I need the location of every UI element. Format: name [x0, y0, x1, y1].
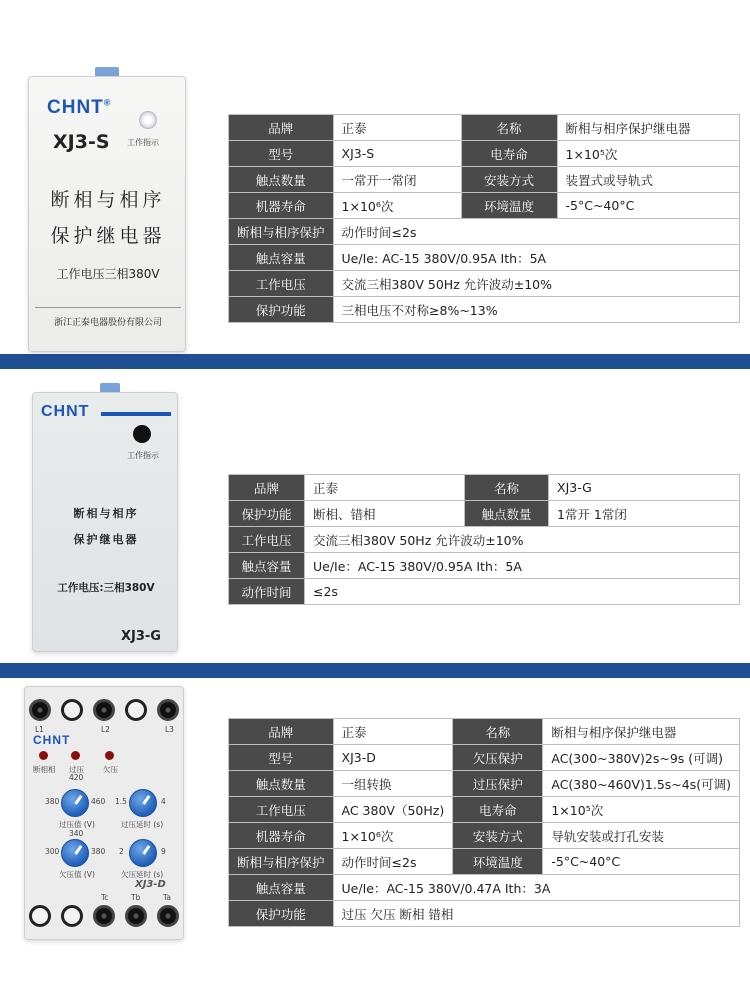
undervoltage-delay-dial — [129, 839, 157, 867]
spec-row — [229, 501, 740, 527]
spec-value: 装置式或导轨式 — [557, 167, 739, 193]
device-company: 浙江正泰电器股份有限公司 — [53, 318, 162, 328]
terminal-screw — [93, 699, 115, 721]
spec-value: XJ3-S — [333, 141, 461, 167]
spec-value: 断相、错相 — [305, 501, 465, 527]
terminal-label-tb: Tb — [131, 893, 141, 902]
spec-key: 触点容量 — [229, 245, 334, 271]
spec-key: 环境温度 — [453, 849, 543, 875]
spec-value: Ue/Ie：AC-15 380V/0.95A Ith：5A — [305, 553, 740, 579]
terminal-label-l2: L2 — [101, 725, 110, 734]
spec-value: -5°C~40°C — [557, 193, 739, 219]
spec-key: 过压保护 — [453, 771, 543, 797]
spec-value: 正泰 — [305, 475, 465, 501]
device-xj3d-image — [24, 686, 184, 940]
section-divider-band — [0, 663, 750, 678]
terminal-screw — [29, 699, 51, 721]
terminal-screw — [157, 699, 179, 721]
brand-logo: CHNT — [33, 733, 71, 747]
spec-value: 过压 欠压 断相 错相 — [333, 901, 739, 927]
spec-key: 名称 — [461, 115, 557, 141]
spec-value: 断相与相序保护继电器 — [557, 115, 739, 141]
spec-row — [229, 475, 740, 501]
spec-value: 正泰 — [333, 719, 453, 745]
spec-key: 工作电压 — [229, 797, 334, 823]
dial2-label: 过压延时 (s) — [121, 820, 164, 829]
spec-value: 动作时间≤2s — [333, 219, 739, 245]
undervoltage-dial — [61, 839, 89, 867]
terminal-label-ta: Ta — [163, 893, 171, 902]
spec-key: 触点数量 — [229, 771, 334, 797]
spec-key: 品牌 — [229, 719, 334, 745]
dial1-label: 过压值 (V) — [59, 820, 95, 829]
indicator-light — [133, 425, 151, 443]
device-xj3g-image — [32, 392, 178, 652]
dial3-left-scale: 300 — [45, 847, 60, 856]
spec-key: 工作电压 — [229, 271, 334, 297]
dial4-right-scale: 9 — [161, 847, 166, 856]
spec-key: 名称 — [453, 719, 543, 745]
device-name-line2: 保护继电器 — [50, 225, 166, 247]
section-divider-band — [0, 354, 750, 369]
spec-key: 动作时间 — [229, 579, 305, 605]
spec-key: 名称 — [465, 475, 549, 501]
dial4-left-scale: 2 — [119, 847, 124, 856]
device-name-line1: 断相与相序 — [50, 189, 166, 211]
brand-logo: CHNT® — [47, 97, 112, 118]
spec-row — [229, 219, 740, 245]
spec-value: AC(300~380V)2s~9s (可调) — [543, 745, 740, 771]
spec-key: 断相与相序保护 — [229, 849, 334, 875]
spec-value: XJ3-G — [549, 475, 740, 501]
device-voltage-label: 工作电压:三相380V — [57, 582, 155, 594]
led-phase — [39, 751, 48, 760]
spec-table-xj3g — [228, 474, 740, 605]
led-overvoltage — [71, 751, 80, 760]
spec-value: 交流三相380V 50Hz 允许波动±10% — [305, 527, 740, 553]
spec-value: 导轨安装或打孔安装 — [543, 823, 740, 849]
dial3-top-scale: 340 — [69, 829, 84, 838]
spec-key: 品牌 — [229, 475, 305, 501]
spec-value: 一常开一常闭 — [333, 167, 461, 193]
led-undervoltage — [105, 751, 114, 760]
indicator-label: 工作指示 — [127, 451, 159, 460]
overvoltage-delay-dial — [129, 789, 157, 817]
spec-key: 安装方式 — [461, 167, 557, 193]
terminal-hole — [61, 699, 83, 721]
dial4-label: 欠压延时 (s) — [121, 870, 164, 879]
spec-key: 触点容量 — [229, 875, 334, 901]
spec-key: 触点容量 — [229, 553, 305, 579]
device-voltage-label: 工作电压三相380V — [56, 267, 160, 281]
spec-key: 环境温度 — [461, 193, 557, 219]
terminal-label-l1: L1 — [35, 725, 44, 734]
spec-value: 一组转换 — [333, 771, 453, 797]
device-model-label: XJ3-D — [135, 879, 166, 890]
spec-key: 断相与相序保护 — [229, 219, 334, 245]
dial3-right-scale: 380 — [91, 847, 106, 856]
device-xj3s-image — [28, 76, 186, 352]
spec-row — [229, 771, 740, 797]
terminal-screw — [93, 905, 115, 927]
spec-value: 断相与相序保护继电器 — [543, 719, 740, 745]
terminal-hole — [29, 905, 51, 927]
led-label-phase: 断相相 — [33, 765, 56, 774]
spec-table-xj3s — [228, 114, 740, 323]
dial1-right-scale: 460 — [91, 797, 106, 806]
brand-logo: CHNT — [41, 403, 90, 420]
spec-value: 1×10⁶次 — [333, 193, 461, 219]
spec-value: 交流三相380V 50Hz 允许波动±10% — [333, 271, 739, 297]
spec-row — [229, 719, 740, 745]
spec-value: 1×10⁵次 — [557, 141, 739, 167]
spec-row — [229, 875, 740, 901]
spec-value: 三相电压不对称≥8%~13% — [333, 297, 739, 323]
dial1-top-scale: 420 — [69, 773, 84, 782]
spec-key: 触点数量 — [465, 501, 549, 527]
spec-row — [229, 115, 740, 141]
spec-key: 型号 — [229, 141, 334, 167]
spec-value: 1×10⁶次 — [333, 823, 453, 849]
spec-key: 保护功能 — [229, 297, 334, 323]
device-model-label: XJ3-G — [121, 629, 161, 644]
spec-row — [229, 797, 740, 823]
spec-row — [229, 579, 740, 605]
spec-value: XJ3-D — [333, 745, 453, 771]
spec-value: Ue/Ie: AC-15 380V/0.95A Ith：5A — [333, 245, 739, 271]
spec-value: 动作时间≤2s — [333, 849, 453, 875]
spec-row — [229, 849, 740, 875]
device-model-label: XJ3-S — [53, 131, 110, 153]
indicator-light — [139, 111, 157, 129]
terminal-screw — [125, 905, 147, 927]
indicator-label: 工作指示 — [127, 138, 159, 147]
terminal-hole — [61, 905, 83, 927]
spec-key: 保护功能 — [229, 501, 305, 527]
spec-value: -5°C~40°C — [543, 849, 740, 875]
led-label-under: 欠压 — [103, 765, 118, 774]
brand-stripe — [101, 412, 171, 416]
spec-row — [229, 271, 740, 297]
spec-value: ≤2s — [305, 579, 740, 605]
spec-row — [229, 553, 740, 579]
terminal-label-l3: L3 — [165, 725, 174, 734]
spec-row — [229, 297, 740, 323]
terminal-label-tc: Tc — [101, 893, 109, 902]
device-name-line2: 保护继电器 — [73, 533, 139, 546]
spec-value: 1×10⁵次 — [543, 797, 740, 823]
spec-value: 正泰 — [333, 115, 461, 141]
spec-row — [229, 141, 740, 167]
dial1-left-scale: 380 — [45, 797, 60, 806]
spec-key: 电寿命 — [461, 141, 557, 167]
spec-key: 机器寿命 — [229, 193, 334, 219]
terminal-screw — [157, 905, 179, 927]
spec-row — [229, 167, 740, 193]
spec-key: 安装方式 — [453, 823, 543, 849]
dial2-right-scale: 4 — [161, 797, 166, 806]
led-label-over: 过压 — [69, 765, 84, 774]
spec-key: 机器寿命 — [229, 823, 334, 849]
spec-key: 工作电压 — [229, 527, 305, 553]
spec-row — [229, 245, 740, 271]
spec-key: 型号 — [229, 745, 334, 771]
spec-value: AC(380~460V)1.5s~4s(可调) — [543, 771, 740, 797]
device-name-line1: 断相与相序 — [73, 507, 139, 520]
spec-key: 保护功能 — [229, 901, 334, 927]
spec-value: 1常开 1常闭 — [549, 501, 740, 527]
spec-row — [229, 193, 740, 219]
spec-row — [229, 901, 740, 927]
spec-value: Ue/Ie：AC-15 380V/0.47A Ith：3A — [333, 875, 739, 901]
spec-row — [229, 527, 740, 553]
spec-value: AC 380V（50Hz) — [333, 797, 453, 823]
spec-key: 电寿命 — [453, 797, 543, 823]
spec-table-xj3d — [228, 718, 740, 927]
dial3-label: 欠压值 (V) — [59, 870, 95, 879]
spec-key: 品牌 — [229, 115, 334, 141]
dial2-left-scale: 1.5 — [115, 797, 127, 806]
spec-key: 欠压保护 — [453, 745, 543, 771]
spec-row — [229, 745, 740, 771]
terminal-hole — [125, 699, 147, 721]
device-divider — [35, 307, 181, 308]
overvoltage-dial — [61, 789, 89, 817]
spec-key: 触点数量 — [229, 167, 334, 193]
spec-row — [229, 823, 740, 849]
